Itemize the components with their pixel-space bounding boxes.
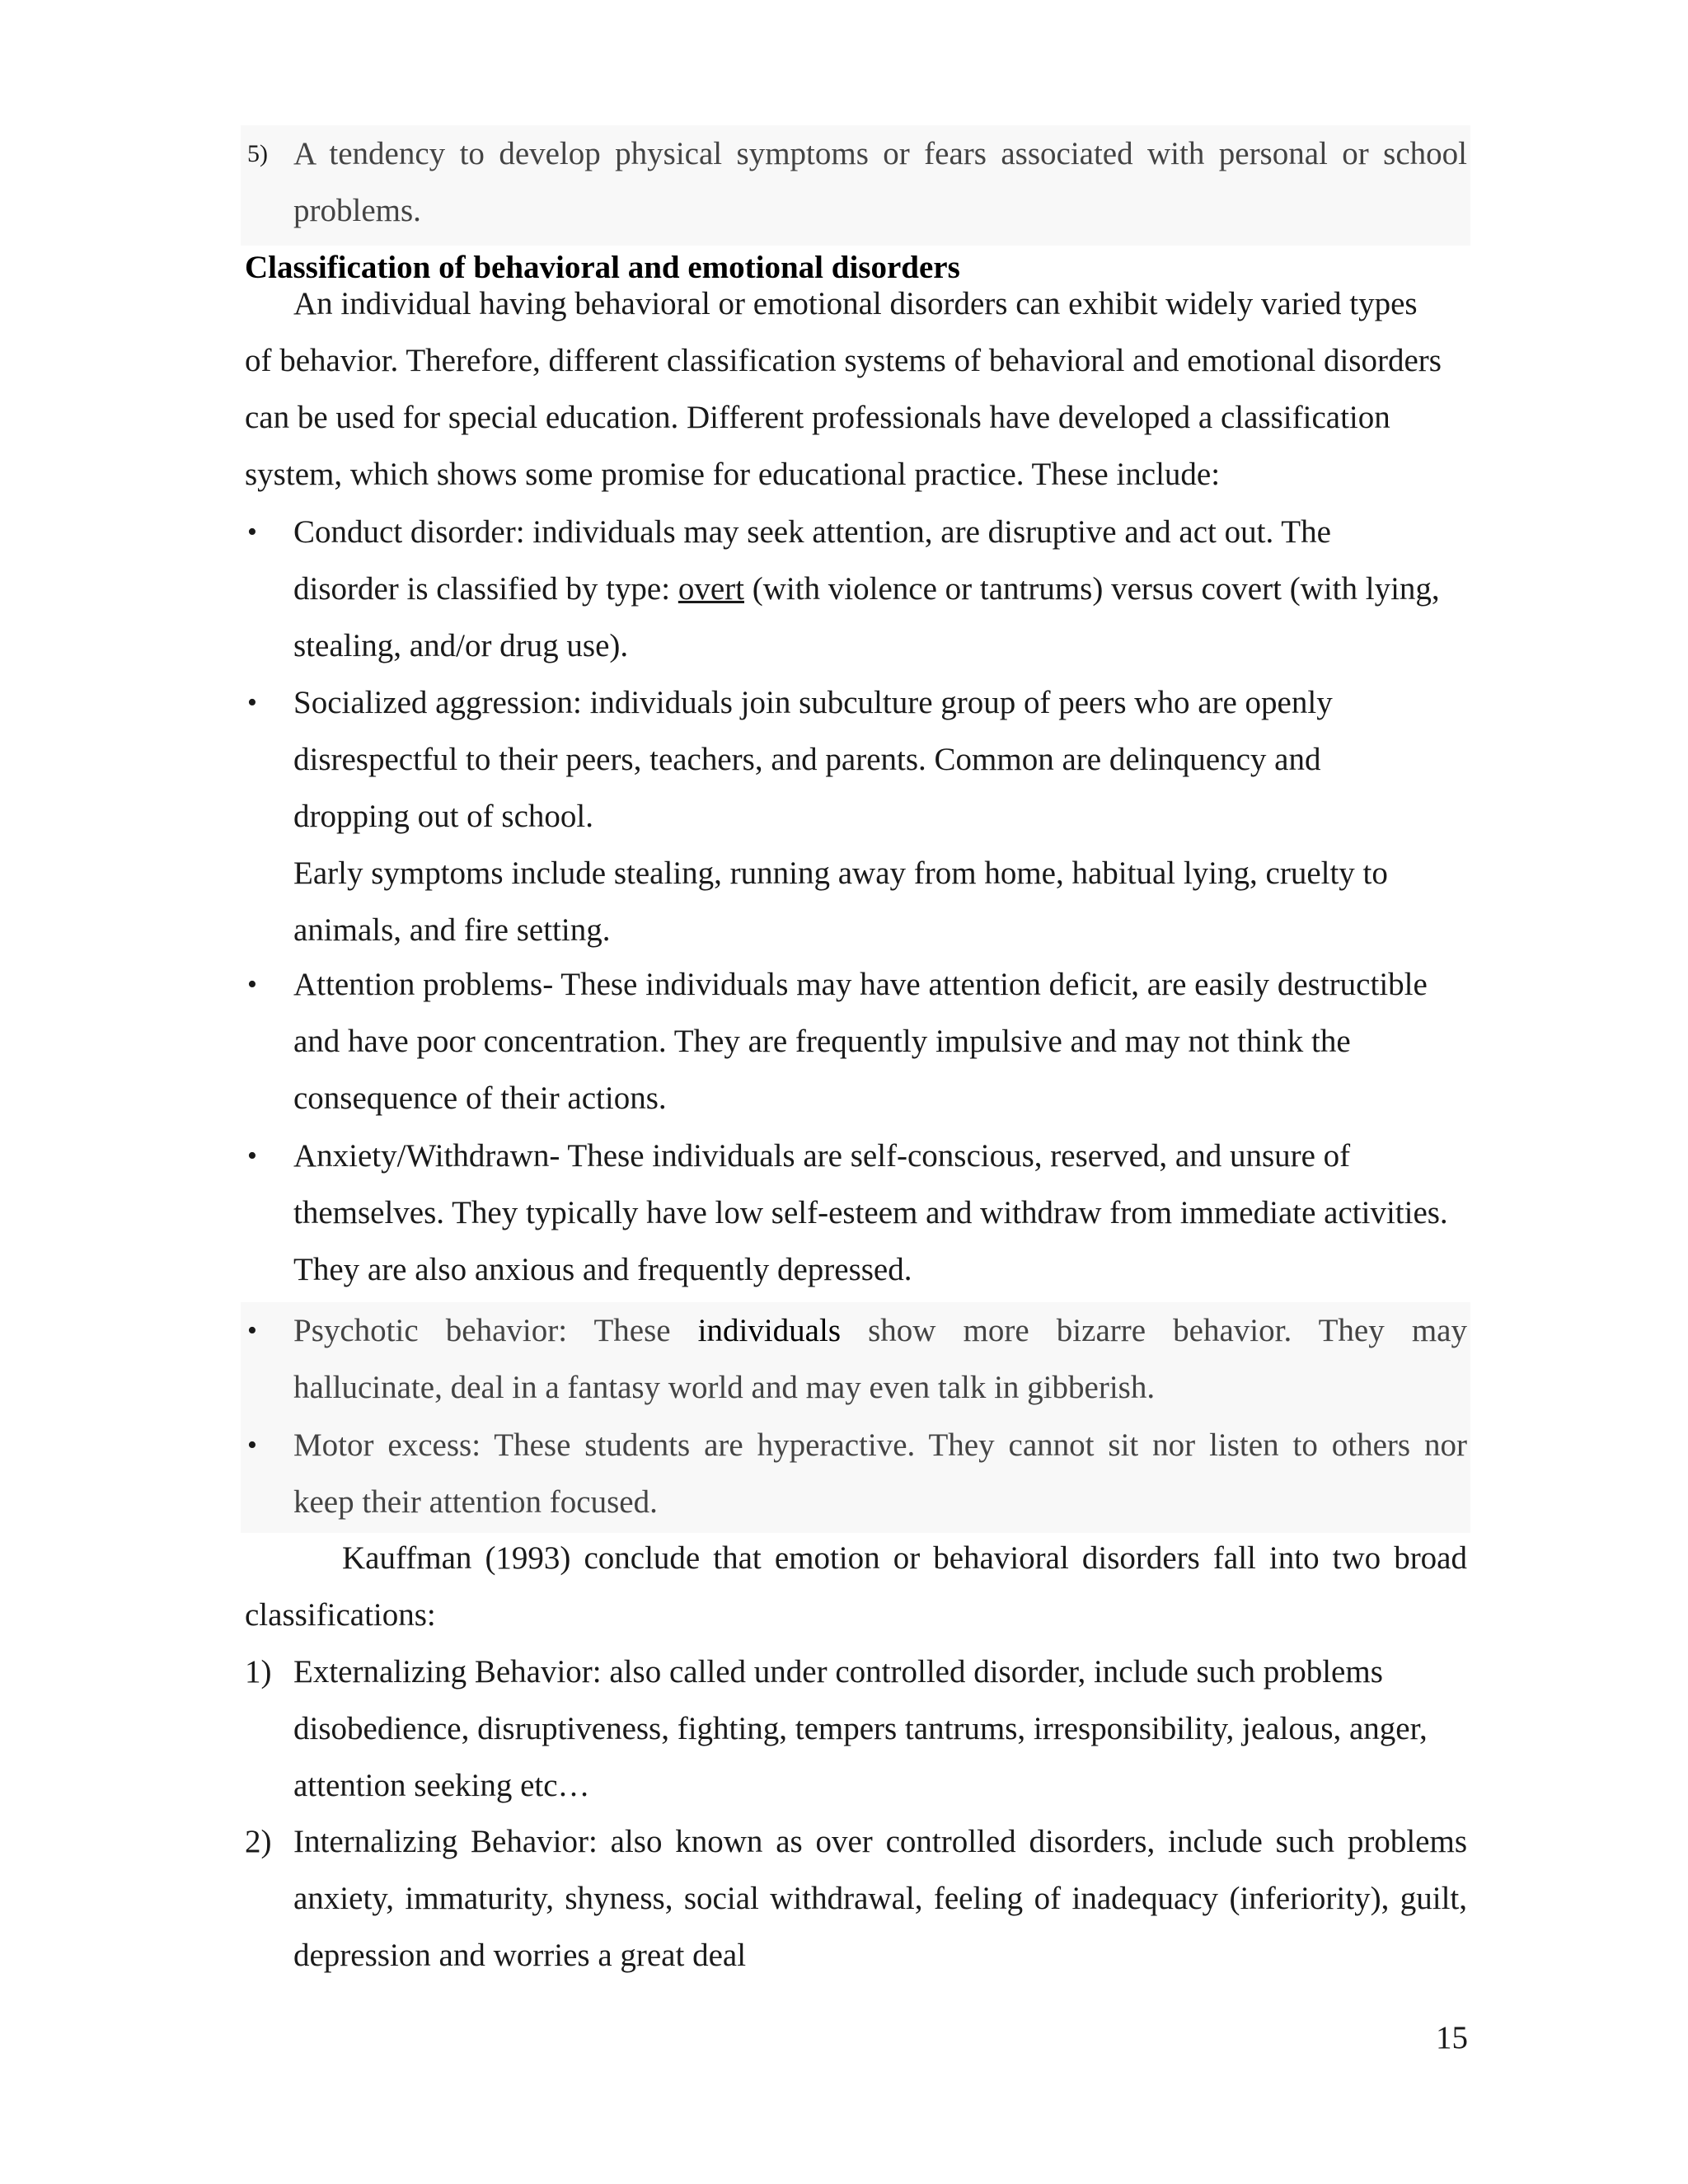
psychotic-line2: hallucinate, deal in a fantasy world and may even talk in gibberish. [293,1370,1156,1405]
numbered-item-1-line1: Externalizing Behavior: also called under controlled disorder, include such problems [293,1654,1383,1690]
numbered-item-1-marker: 1) [245,1654,272,1690]
conduct-line2 [293,560,1467,617]
anxiety-line2: themselves. They typically have low self-esteem and withdraw from immediate activities. [293,1195,1448,1230]
socialized-line1: Socialized aggression: individuals join subculture group of peers who are openly [293,685,1333,720]
kauffman-paragraph [245,1530,1467,1643]
intro-line3: can be used for special education. Different professionals have developed a classification [245,400,1390,435]
bullet-attention-text [293,956,1467,1127]
kauffman-line1: Kauffman (1993) conclude that emotion or behavioral disorders fall into two broad [342,1540,1467,1576]
numbered-item-2-marker: 2) [245,1824,272,1859]
intro-line4: system, which shows some promise for educational practice. These include: [245,457,1221,492]
numbered-item-2-line2: anxiety, immaturity, shyness, social withdrawal, feeling of inadequacy (inferiority), guilt, [293,1881,1467,1916]
bullet-motor: • [247,1430,257,1460]
attention-line1: Attention problems- These individuals may have attention deficit, are easily destructible [293,967,1428,1002]
anxiety-line3: They are also anxious and frequently depressed. [293,1252,912,1287]
numbered-item-2-line3: depression and worries a great deal [293,1938,747,1973]
intro-paragraph [245,275,1467,503]
bullet-socialized: • [247,687,257,718]
numbered-item-1-line2: disobedience, disruptiveness, fighting, tempers tantrums, irresponsibility, jealous, anger, [293,1711,1428,1746]
socialized-line3: dropping out of school. [293,799,593,834]
numbered-item-1-line3: attention seeking etc… [293,1768,590,1803]
intro-line1: An individual having behavioral or emotional disorders can exhibit widely varied types [293,286,1418,321]
item5-line2: problems. [293,193,421,228]
page-number: 15 [1436,2020,1468,2055]
item5-marker: 5) [247,140,268,167]
numbered-item-1-text [293,1643,1467,1814]
attention-line2: and have poor concentration. They are frequently impulsive and may not think the [293,1024,1351,1059]
psychotic-line1 [293,1302,1467,1359]
psychotic-line1-suffix: show more bizarre behavior. They may [841,1313,1467,1348]
anxiety-line1: Anxiety/Withdrawn- These individuals are self-conscious, reserved, and unsure of [293,1138,1351,1174]
conduct-line2-prefix: disorder is classified by type: [293,571,678,607]
bullet-conduct: • [247,517,257,547]
intro-line2: of behavior. Therefore, different classification systems of behavioral and emotional disorders [245,343,1442,378]
conduct-overt-word: overt [678,571,744,607]
item5-line1: A tendency to develop physical symptoms or fears associated with personal or school [293,136,1467,171]
motor-line2: keep their attention focused. [293,1484,658,1520]
numbered-item-2-text [293,1813,1467,1984]
section-heading: Classification of behavioral and emotional disorders [245,250,960,285]
motor-line1: Motor excess: These students are hyperactive. They cannot sit nor listen to others nor [293,1427,1467,1463]
psychotic-individuals-word: individuals [697,1313,842,1348]
attention-line3: consequence of their actions. [293,1080,667,1116]
bullet-anxiety: • [247,1141,257,1171]
kauffman-line2: classifications: [245,1597,436,1633]
item5-text [293,125,1467,239]
socialized-line2: disrespectful to their peers, teachers, and parents. Common are delinquency and [293,742,1321,777]
bullet-motor-text [293,1417,1467,1530]
conduct-line3: stealing, and/or drug use). [293,628,629,663]
socialized-line4: Early symptoms include stealing, running away from home, habitual lying, cruelty to [293,855,1388,891]
bullet-psychotic: • [247,1315,257,1346]
psychotic-line1-prefix: Psychotic behavior: These [293,1313,698,1348]
bullet-conduct-text [293,504,1467,674]
conduct-line2-suffix: (with violence or tantrums) versus covert (with lying, [743,571,1440,607]
socialized-line5: animals, and fire setting. [293,912,611,948]
bullet-anxiety-text [293,1127,1467,1298]
numbered-item-2-line1: Internalizing Behavior: also known as over controlled disorders, include such problems [293,1824,1467,1859]
bullet-psychotic-text [293,1302,1467,1416]
bullet-socialized-text [293,674,1467,958]
bullet-attention: • [247,969,257,1000]
conduct-line1: Conduct disorder: individuals may seek attention, are disruptive and act out. The [293,514,1331,550]
